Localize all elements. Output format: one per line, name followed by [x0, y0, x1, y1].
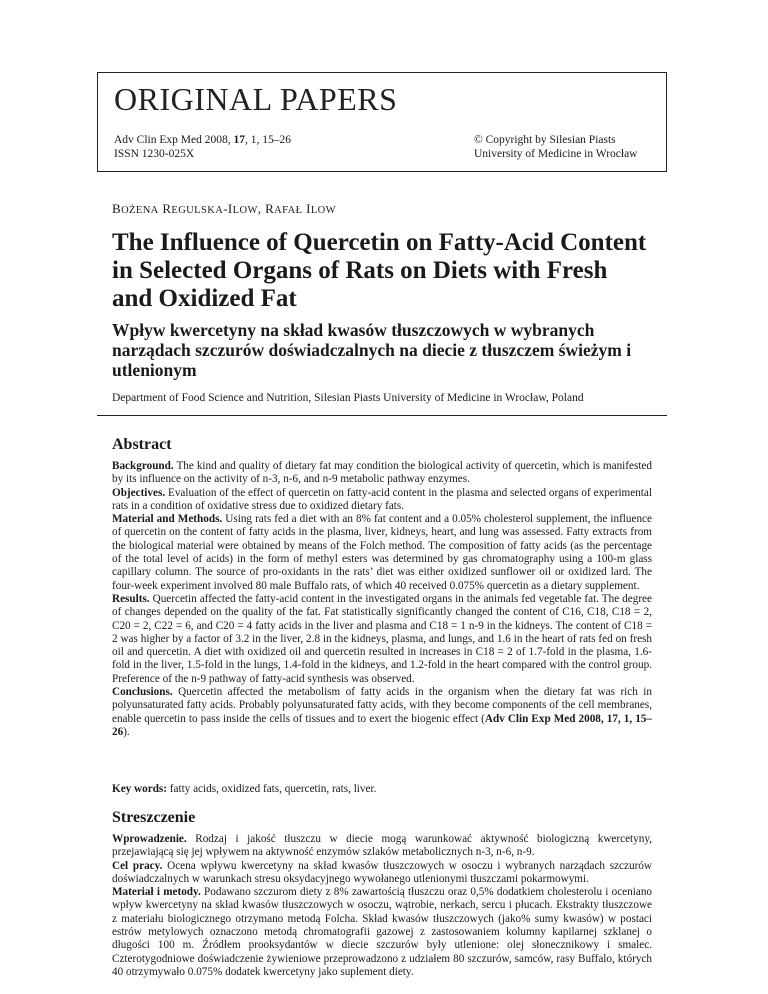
copyright-info — [474, 133, 637, 161]
abstract-objectives: Objectives. Evaluation of the effect of quercetin on fatty-acid content in the plasma and selected organs of experimental rats in a condition of oxidative stress due to oxidized dietary fats. — [112, 486, 652, 512]
copyright-line-1: © Copyright by Silesian Piasts — [474, 134, 616, 146]
paper-title-polish: Wpływ kwercetyny na skład kwasów tłuszczowych w wybranych narządach szczurów doświadczalnych na diecie z tłuszczem świeżym i utlenionym — [112, 320, 632, 380]
streszczenie-aim: Cel pracy. Ocena wpływu kwercetyny na skład kwasów tłuszczowych w osoczu i wybranych narządach szczurów doświadczalnych w warunkach stresu oksydacyjnego wywołanego utlenionymi tłuszczami pokarmowymi. — [112, 859, 652, 885]
abstract-body — [112, 460, 652, 739]
header-divider — [97, 415, 667, 416]
streszczenie-intro: Wprowadzenie. Rodzaj i jakość tłuszczu w diecie mogą warunkować aktywność biologiczną kwercetyny, przejawiającą się jej wpływem na aktywność enzymów szlaków metabolicznych n-3, n-6, n-9. — [112, 833, 652, 859]
section-title: ORIGINAL PAPERS — [114, 81, 398, 117]
abstract-heading: Abstract — [112, 436, 172, 453]
abstract-methods: Material and Methods. Using rats fed a diet with an 8% fat content and a 0.05% cholesterol supplement, the influence of quercetin on the content of fatty acids in the plasma, liver, kidneys, heart, and lung was assessed. Fatty extracts from the biological material were obtained by means of the Folch method. The composition of fatty acids (as the percentage of the total level of acids) in the form of methyl esters was determined by gas chromatography using a 100-m glass capillary column. The source of pro-oxidants in the rats’ diet was either oxidized sunflower oil or oxidized lard. The four-week experiment involved 80 male Buffalo rats, of which 40 received 0.075% quercetin as a dietary supplement. — [112, 513, 652, 592]
journal-volume: 17 — [233, 134, 245, 146]
journal-info — [114, 133, 291, 161]
affiliation: Department of Food Science and Nutrition, Silesian Piasts University of Medicine in Wrocław, Poland — [112, 392, 584, 404]
journal-issn: ISSN 1230-025X — [114, 148, 195, 160]
author-list: BOŻENA REGULSKA-ILOW, RAFAŁ ILOW — [112, 201, 336, 216]
streszczenie-heading: Streszczenie — [112, 809, 196, 826]
journal-citation: Adv Clin Exp Med 2008, 17, 1, 15–26 — [114, 134, 291, 146]
streszczenie-body — [112, 833, 652, 979]
journal-header-box — [97, 72, 667, 172]
abstract-conclusions: Conclusions. Quercetin affected the metabolism of fatty acids in the organism when the dietary fat was rich in polyunsaturated fatty acids. Probably polyunsaturated fatty acids, with they become components of the cell membranes, enable quercetin to pass inside the cells of tissues and to exert the biogenic effect (Adv Clin Exp Med 2008, 17, 1, 15–26). — [112, 686, 652, 738]
abstract-background: Background. The kind and quality of dietary fat may condition the biological activity of quercetin, which is manifested by its influence on the activity of n-3, n-6, and n-9 metabolic pathway enzymes. — [112, 460, 652, 486]
abstract-results: Results. Quercetin affected the fatty-acid content in the investigated organs in the animals fed vegetable fat. The degree of changes depended on the quality of the fat. Fat statistically significantly changed the content of C16, C18, C18 = 2, C20 = 2, C22 = 6, and C20 = 4 fatty acids in the liver and plasma and C18 = 1 n-9 in the kidneys. The content of C18 = 2 was higher by a factor of 3.2 in the liver, 2.8 in the kidneys, plasma, and lungs, and 1.6 in the heart of rats fed on fresh oil and quercetin. A diet with oxidized oil and quercetin resulted in increases in C18 = 2 of 1.7-fold in the plasma, 1.6-fold in the liver, 1.5-fold in the lungs, 1.4-fold in the kidneys, and 1.2-fold in the heart compared with the control group. Preference of the n-9 pathway of fatty-acid synthesis was observed. — [112, 592, 652, 685]
keywords: Key words: fatty acids, oxidized fats, quercetin, rats, liver. — [112, 783, 377, 795]
streszczenie-methods: Materiał i metody. Podawano szczurom diety z 8% zawartością tłuszczu oraz 0,5% dodatkiem cholesterolu i oceniano wpływ kwercetyny na skład kwasów tłuszczowych w osoczu, wątrobie, nerkach, sercu i płucach. Ekstrakty tłuszczowe z materiału biologicznego otrzymano metodą Folcha. Skład kwasów tłuszczowych (jako% sumy kwasów) w postaci estrów metylowych oznaczono metodą chromatografii gazowej z zastosowaniem kolumny kapilarnej szklanej o długości 100 m. Źródłem prooksydantów w diecie szczurów były utlenione: olej słonecznikowy i smalec. Czterotygodniowe doświadczenie żywieniowe przeprowadzono z udziałem 80 szczurów, samców, rasy Buffalo, których 40 otrzymywało 0.075% dodatek kwercetyny jako suplement diety. — [112, 886, 653, 978]
citation: Adv Clin Exp Med 2008, 17, 1, 15–26 — [112, 712, 652, 738]
paper-title-english: The Influence of Quercetin on Fatty-Acid Content in Selected Organs of Rats on Diets with Fresh and Oxidized Fat — [112, 229, 647, 312]
copyright-line-2: University of Medicine in Wrocław — [474, 148, 638, 160]
